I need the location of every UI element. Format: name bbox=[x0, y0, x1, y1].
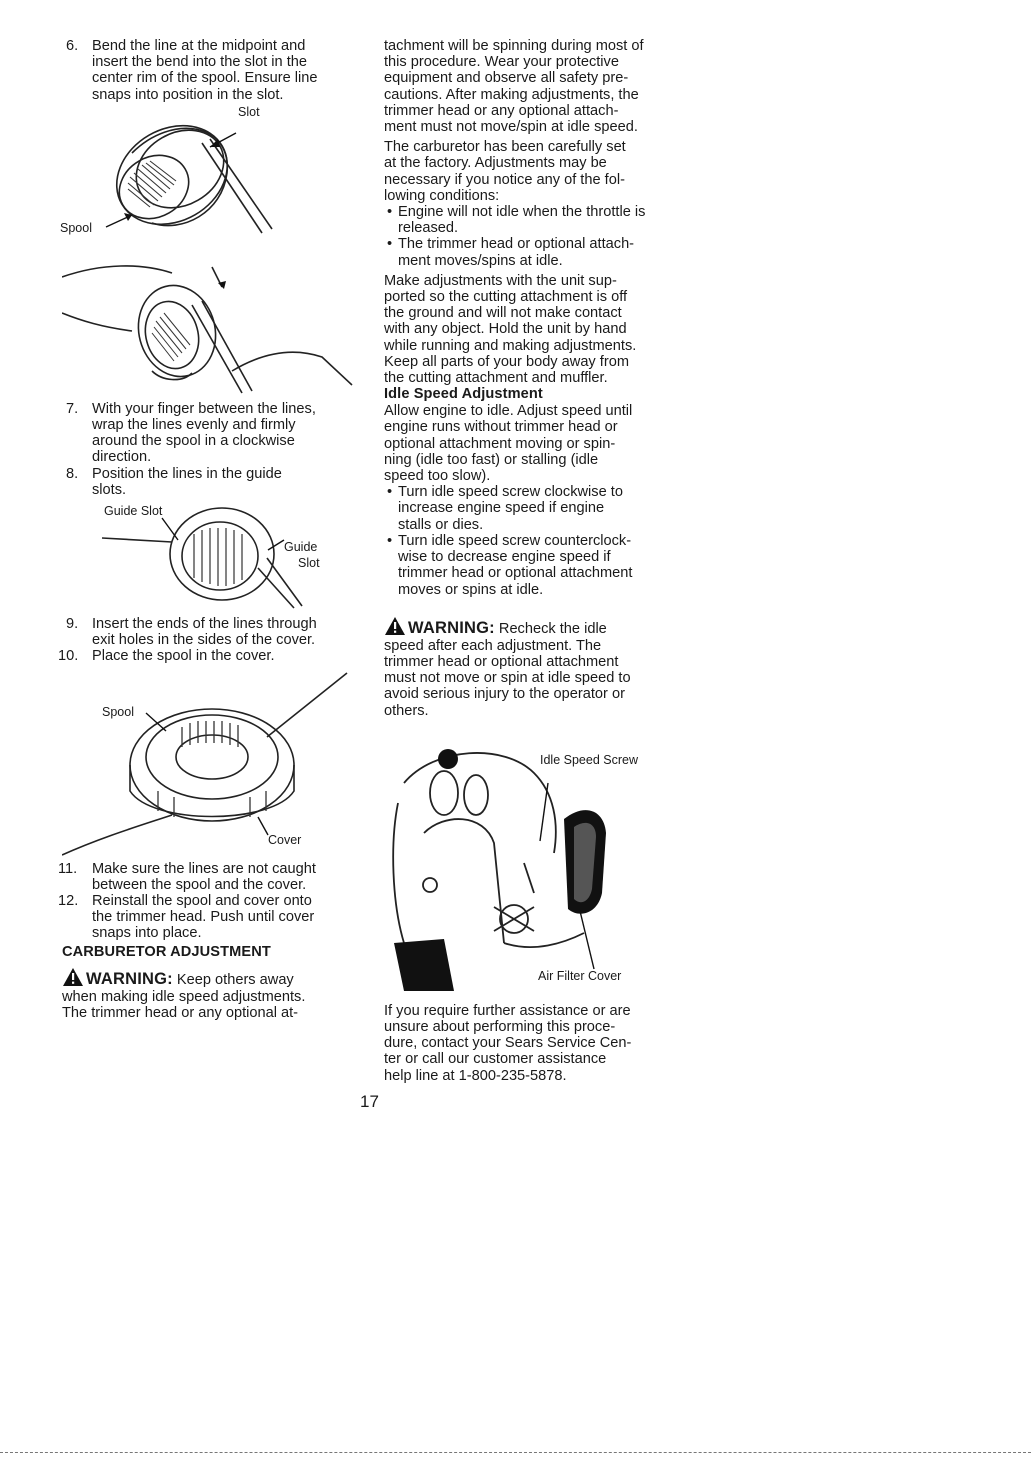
bullet-line: released. bbox=[398, 220, 459, 237]
step-line: snaps into place. bbox=[92, 925, 202, 942]
idle-speed-screw-label: Idle Speed Screw bbox=[540, 752, 638, 767]
warning-triangle-icon bbox=[62, 967, 84, 987]
closing-paragraph bbox=[384, 1003, 684, 1084]
step-line: direction. bbox=[92, 449, 152, 466]
condition-bullet: • Engine will not idle when the throttle is released. bbox=[384, 204, 684, 236]
wrapping-spool-illustration bbox=[62, 261, 362, 401]
text-line: Keep all parts of your body away from bbox=[384, 353, 629, 370]
warning-block-left bbox=[62, 967, 362, 989]
warning-line: The trimmer head or any optional at- bbox=[62, 1004, 299, 1021]
step-6 bbox=[62, 38, 362, 103]
idle-speed-heading: Idle Speed Adjustment bbox=[384, 386, 543, 403]
text-line: the ground and will not make contact bbox=[384, 305, 622, 322]
bullet-line: ment moves/spins at idle. bbox=[398, 252, 563, 269]
slot-label: Slot bbox=[238, 104, 260, 119]
condition-bullet: • The trimmer head or optional attach- ment moves/spins at idle. bbox=[384, 236, 684, 268]
warning-text: Keep others away bbox=[176, 971, 294, 988]
warning-label: WARNING: bbox=[86, 969, 173, 988]
step-10 bbox=[58, 648, 362, 665]
text-line: equipment and observe all safety pre- bbox=[384, 70, 629, 87]
text-line: trimmer head or any optional attach- bbox=[384, 102, 619, 119]
spool-label: Spool bbox=[60, 220, 92, 235]
step-number: 8. bbox=[66, 465, 79, 482]
text-line: unsure about performing this proce- bbox=[384, 1018, 616, 1035]
bullet-line: The trimmer head or optional attach- bbox=[398, 236, 635, 253]
step-line: Bend the line at the midpoint and bbox=[92, 38, 306, 54]
idle-speed-screw-illustration bbox=[384, 743, 684, 997]
text-line: Make adjustments with the unit sup- bbox=[384, 272, 617, 289]
warning-line: avoid serious injury to the operator or bbox=[384, 686, 625, 703]
idle-paragraph bbox=[384, 403, 684, 484]
step-line: insert the bend into the slot in the bbox=[92, 54, 307, 71]
step-line: wrap the lines evenly and firmly bbox=[92, 417, 296, 434]
step-line: between the spool and the cover. bbox=[92, 876, 307, 893]
guide-right-label: Guide bbox=[284, 540, 318, 555]
bullet-line: increase engine speed if engine bbox=[398, 500, 605, 517]
step-line: exit holes in the sides of the cover. bbox=[92, 632, 316, 649]
intro-paragraph bbox=[384, 38, 684, 135]
page-edge-divider bbox=[0, 1452, 1031, 1453]
text-line: ter or call our customer assistance bbox=[384, 1051, 607, 1068]
step-number: 7. bbox=[66, 400, 79, 417]
spool-slot-drawing bbox=[62, 103, 362, 261]
text-line: while running and making adjustments. bbox=[384, 337, 637, 354]
text-line: at the factory. Adjustments may be bbox=[384, 155, 607, 172]
warning-triangle-icon bbox=[384, 616, 406, 636]
step-number: 6. bbox=[66, 38, 79, 54]
spool-cover-illustration bbox=[62, 665, 362, 861]
text-line: help line at 1-800-235-5878. bbox=[384, 1067, 567, 1084]
step-line: the trimmer head. Push until cover bbox=[92, 909, 315, 926]
text-line: lowing conditions: bbox=[384, 187, 500, 204]
step-line: Make sure the lines are not caught bbox=[92, 860, 316, 877]
warning-block-right bbox=[384, 616, 684, 638]
bullet-line: moves or spins at idle. bbox=[398, 581, 544, 598]
text-line: necessary if you notice any of the fol- bbox=[384, 171, 625, 188]
right-column bbox=[384, 38, 684, 1084]
step-number: 12. bbox=[58, 893, 79, 910]
warning-line: must not move or spin at idle speed to bbox=[384, 670, 631, 687]
text-line: this procedure. Wear your protective bbox=[384, 54, 619, 71]
warning-line: others. bbox=[384, 702, 429, 719]
warning-line: when making idle speed adjustments. bbox=[62, 988, 306, 1005]
step-number: 10. bbox=[58, 648, 79, 665]
step-line: slots. bbox=[92, 481, 127, 498]
step-line: snaps into position in the slot. bbox=[92, 86, 284, 103]
guide-slots-illustration bbox=[62, 498, 362, 616]
hand-wrapping-drawing bbox=[62, 261, 362, 401]
step-line: Place the spool in the cover. bbox=[92, 648, 275, 665]
carburetor-adjustment-heading: CARBURETOR ADJUSTMENT bbox=[62, 943, 271, 960]
text-line: If you require further assistance or are bbox=[384, 1002, 631, 1019]
step-number: 11. bbox=[58, 860, 78, 877]
text-line: with any object. Hold the unit by hand bbox=[384, 321, 627, 338]
idle-bullet: • Turn idle speed screw clockwise to increase engine speed if engine stalls or dies. bbox=[384, 484, 684, 533]
step-7 bbox=[62, 401, 362, 466]
text-line: optional attachment moving or spin- bbox=[384, 435, 616, 452]
text-line: cautions. After making adjustments, the bbox=[384, 86, 639, 103]
bullet-line: wise to decrease engine speed if bbox=[398, 549, 611, 566]
warning-line: trimmer head or optional attachment bbox=[384, 653, 619, 670]
step-number: 9. bbox=[66, 616, 79, 633]
cover-label: Cover bbox=[268, 832, 302, 847]
step-line: Insert the ends of the lines through bbox=[92, 616, 317, 633]
bullet-line: Turn idle speed screw counterclock- bbox=[398, 532, 632, 549]
step-8 bbox=[62, 466, 362, 498]
step-line: around the spool in a clockwise bbox=[92, 433, 295, 450]
text-line: ported so the cutting attachment is off bbox=[384, 289, 628, 306]
step-9 bbox=[62, 616, 362, 648]
warning-text: Recheck the idle bbox=[498, 620, 607, 637]
spool-label: Spool bbox=[102, 704, 134, 719]
text-line: dure, contact your Sears Service Cen- bbox=[384, 1035, 632, 1052]
text-line: engine runs without trimmer head or bbox=[384, 419, 618, 436]
text-line: Allow engine to idle. Adjust speed until bbox=[384, 403, 633, 420]
engine-drawing bbox=[384, 743, 684, 997]
text-line: speed too slow). bbox=[384, 468, 491, 485]
slot-right-label: Slot bbox=[298, 556, 320, 571]
text-line: the cutting attachment and muffler. bbox=[384, 370, 608, 387]
text-line: ment must not move/spin at idle speed. bbox=[384, 119, 638, 136]
air-filter-cover-label: Air Filter Cover bbox=[538, 968, 622, 983]
warning-label: WARNING: bbox=[408, 618, 495, 637]
step-line: center rim of the spool. Ensure line bbox=[92, 70, 318, 87]
make-adjustments-paragraph bbox=[384, 273, 684, 386]
left-column bbox=[58, 38, 362, 1021]
bullet-line: stalls or dies. bbox=[398, 516, 484, 533]
bullet-line: trimmer head or optional attachment bbox=[398, 565, 633, 582]
step-line: Reinstall the spool and cover onto bbox=[92, 893, 312, 910]
text-line: ning (idle too fast) or stalling (idle bbox=[384, 451, 599, 468]
warning-line: speed after each adjustment. The bbox=[384, 637, 602, 654]
bullet-line: Turn idle speed screw clockwise to bbox=[398, 484, 623, 501]
step-12 bbox=[58, 893, 362, 942]
text-line: The carburetor has been carefully set bbox=[384, 139, 626, 156]
carburetor-paragraph bbox=[384, 139, 684, 204]
idle-bullet: • Turn idle speed screw counterclock- wise to decrease engine speed if trimmer head or optional attachment moves or spins at idle. bbox=[384, 533, 684, 598]
text-line: tachment will be spinning during most of bbox=[384, 38, 644, 54]
bullet-line: Engine will not idle when the throttle is bbox=[398, 204, 646, 221]
spool-slot-illustration bbox=[62, 103, 362, 261]
step-11 bbox=[58, 860, 362, 893]
step-line: With your finger between the lines, bbox=[92, 400, 316, 417]
step-line: Position the lines in the guide bbox=[92, 465, 282, 482]
spool-cover-drawing bbox=[62, 665, 362, 861]
guide-slot-left-label: Guide Slot bbox=[104, 504, 163, 519]
page-number: 17 bbox=[360, 1092, 379, 1111]
